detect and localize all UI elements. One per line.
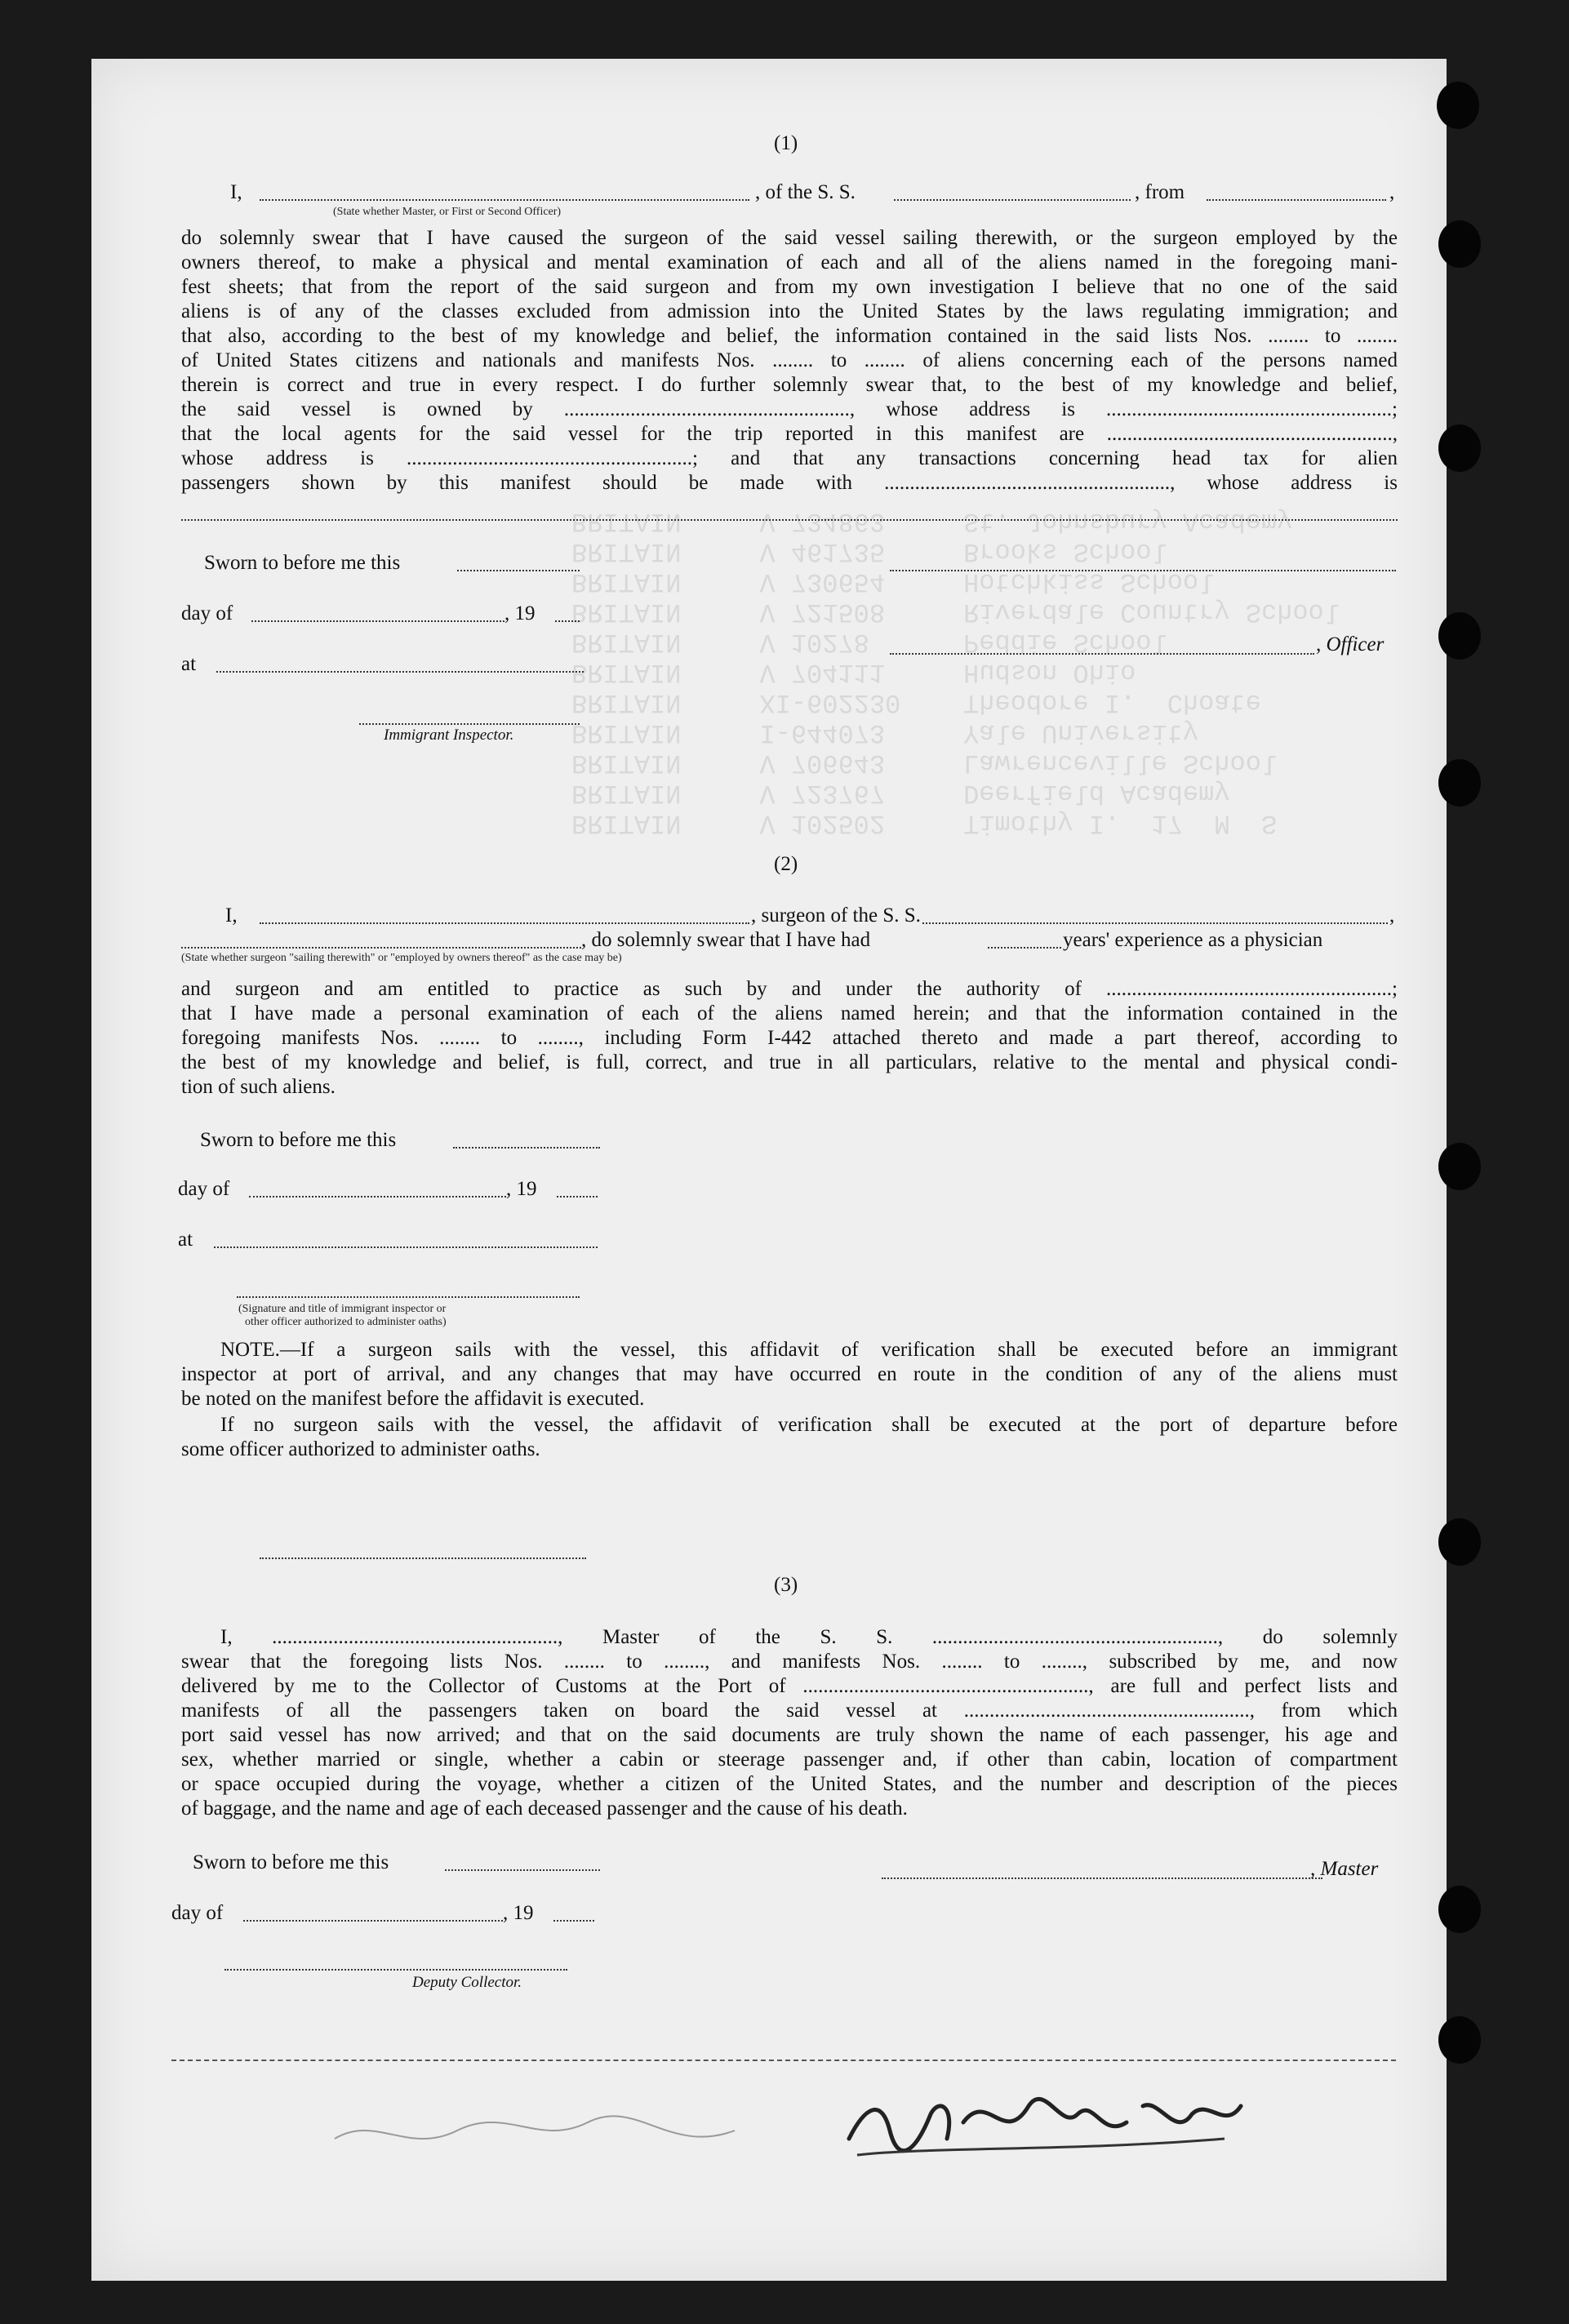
s1-inspector-label: Immigrant Inspector. [384,727,514,744]
s3-text-line-7: or space occupied during the voyage, whether a citizen of the United States, and the number and description of the pieces [181,1773,1398,1795]
s3-deputy-label: Deputy Collector. [412,1974,522,1991]
s1-text-line-11: passengers shown by this manifest should be made with ........................................................, whose address is [181,472,1398,494]
section-3-number: (3) [774,1574,798,1596]
s1-line1-ss: , of the S. S. [755,181,856,203]
s1-day-of-label: day of [181,602,233,624]
s2-text-line-4: the best of my knowledge and belief, is full, correct, and true in all particulars, relative to the mental and physical condi- [181,1051,1398,1073]
s2-line1-comma: , [1389,904,1395,926]
s3-sworn-field [445,1869,600,1871]
s1-officer-note: (State whether Master, or First or Second Officer) [333,206,562,218]
s1-inspector-sign-field [359,723,580,725]
s2-sig-note-1: (Signature and title of immigrant inspector or [238,1303,447,1315]
punch-hole-9 [1438,2016,1481,2064]
section-1-number: (1) [774,132,798,154]
s2-ship-name-field [922,922,1388,924]
s1-year-label: , 19 [504,602,536,624]
s2-note-line-4: If no surgeon sails with the vessel, the affidavit of verification shall be executed at the port of departure before [220,1414,1398,1436]
s2-at-label: at [178,1229,193,1251]
punch-hole-6 [1438,1143,1481,1190]
s3-deputy-sign-field [224,1969,567,1971]
s3-text-line-3: delivered by me to the Collector of Customs at the Port of ........................................................, are full and perfect lists and [181,1675,1398,1697]
s3-year-label: , 19 [503,1902,534,1924]
s2-extra-line [260,1557,586,1559]
s2-years-field [988,947,1061,949]
punch-hole-2 [1438,220,1481,268]
s2-line2-years: years' experience as a physician [1063,929,1323,951]
s1-line1-comma: , [1389,181,1395,203]
s2-sig-note-2: other officer authorized to administer oaths) [245,1316,447,1328]
s2-line2-swear: , do solemnly swear that I have had [581,929,871,951]
s2-signature-field [237,1296,580,1298]
s3-day-of-label: day of [171,1902,224,1924]
s2-note-line-2: inspector at port of arrival, and any changes that may have occurred en route in the condition of any of the aliens must [181,1363,1398,1385]
s2-at-field [214,1246,598,1248]
s2-year-label: , 19 [506,1178,537,1200]
s1-text-line-4: aliens is of any of the classes excluded from admission into the United States by the laws regulating immigration; and [181,300,1398,322]
s2-sworn-field [453,1147,600,1149]
punch-hole-8 [1438,1886,1481,1933]
bleed-through-texture: BRITAIN V 102502 Timothy I. 17 M S BRITAIN V 723767 Deerfield Academy BRITAIN V 706643 Lawrenceville School BRITAIN I-644073 Yale University BRITAIN XI-602230 Theodore I. Choate BRITAIN V 704111 Hudson Ohio BRITAIN V 10278 Peddie School BRITAIN V 721508 Riverdale Country School BRITAIN V 730654 Hotchkiss School BRITAIN V 461735 Brooks School BRITAIN V 734863 St. Johnsbury Academy [571,506,1340,838]
s1-text-line-7: therein is correct and true in every respect. I do further solemnly swear that, to the best of my knowledge and belief, [181,374,1398,396]
s1-officer-sign-field [890,570,1396,571]
s2-day-of-label: day of [178,1178,230,1200]
s1-text-line-10: whose address is ........................................................; and that any transactions concerning head tax for alien [181,447,1398,469]
punch-hole-7 [1438,1518,1481,1566]
s3-text-line-1: I, ........................................................, Master of the S. S. ........................................................, do solemnly [220,1626,1398,1648]
s3-text-line-2: swear that the foregoing lists Nos. ........ to ........, and manifests Nos. ........ to ........, subscribed by me, and now [181,1651,1398,1673]
s3-year-field [553,1920,594,1922]
s1-officer-label: , Officer [1316,633,1385,655]
s1-line1-i: I, [230,181,242,203]
s2-text-line-3: foregoing manifests Nos. ........ to ........, including Form I-442 attached thereto and made a part thereof, according to [181,1027,1398,1049]
s3-day-field [243,1920,503,1922]
s3-sworn-label: Sworn to before me this [193,1851,389,1873]
s1-text-line-8: the said vessel is owned by ........................................................, whose address is ........................................................; [181,398,1398,420]
s3-master-label: , Master [1310,1858,1379,1880]
s2-text-line-5: tion of such aliens. [181,1076,336,1098]
faint-pencil-scribble [327,2106,751,2163]
s2-text-line-1: and surgeon and am entitled to practice as such by and under the authority of ........................................................; [181,978,1398,1000]
punch-hole-3 [1438,424,1481,472]
s2-surgeon-note: (State whether surgeon "sailing therewith" or "employed by owners thereof" as the case may be) [181,952,622,964]
s1-day-field [251,620,504,622]
s1-year-field [555,620,580,622]
s1-officer-name-field [260,199,749,201]
s1-text-line-5: that also, according to the best of my knowledge and belief, the information contained in the said lists Nos. ........ to ........ [181,325,1398,347]
s1-from-field [1207,199,1386,201]
s2-surgeon-name-field [260,922,749,924]
s3-text-line-6: sex, whether married or single, whether a cabin or steerage passenger and, if other than cabin, location of compartment [181,1749,1398,1771]
s1-sworn-field [457,570,580,571]
punch-hole-5 [1438,759,1481,807]
s1-at-field [216,671,584,673]
s2-note-line-1: NOTE.—If a surgeon sails with the vessel, this affidavit of verification shall be executed before an immigrant [220,1339,1398,1361]
s2-line1-ss: , surgeon of the S. S. [751,904,921,926]
s1-text-line-2: owners thereof, to make a physical and mental examination of each and all of the aliens named in the foregoing mani- [181,251,1398,273]
punch-hole-4 [1438,612,1481,660]
bottom-divider [171,2060,1396,2061]
s3-master-sign-field [882,1877,1322,1879]
s2-note-line-5: some officer authorized to administer oaths. [181,1438,540,1460]
s2-surgeon-type-field [181,947,581,949]
s2-text-line-2: that I have made a personal examination of each of the aliens named herein; and that the information contained in the [181,1002,1398,1024]
s2-year-field [557,1196,598,1198]
s1-text-line-3: fest sheets; that from the report of the said surgeon and from my own investigation I believe that no one of the said [181,276,1398,298]
s1-ship-name-field [894,199,1131,201]
s3-text-line-8: of baggage, and the name and age of each deceased passenger and the cause of his death. [181,1797,908,1820]
s1-officer-title-field [890,653,1314,655]
s2-note-line-3: be noted on the manifest before the affidavit is executed. [181,1388,645,1410]
s1-sworn-label: Sworn to before me this [204,552,401,574]
s3-text-line-4: manifests of all the passengers taken on board the said vessel at ........................................................, from which [181,1700,1398,1722]
s1-text-line-1: do solemnly swear that I have caused the surgeon of the said vessel sailing therewith, or the surgeon employed by the [181,227,1398,249]
section-2-number: (2) [774,853,798,875]
s1-at-label: at [181,653,197,675]
s1-line1-from: , from [1135,181,1185,203]
s2-line1-i: I, [225,904,238,926]
s2-sworn-label: Sworn to before me this [200,1129,397,1151]
punch-hole-1 [1437,82,1479,129]
s1-text-line-6: of United States citizens and nationals and manifests Nos. ........ to ........ of aliens concerning each of the persons named [181,349,1398,371]
s1-whose-address-field [181,519,1398,521]
handwritten-signature [833,2073,1257,2171]
s2-day-field [249,1196,506,1198]
s1-text-line-9: that the local agents for the said vessel for the trip reported in this manifest are ........................................................, [181,423,1398,445]
s3-text-line-5: port said vessel has now arrived; and that on the said documents are truly shown the name of each passenger, his age and [181,1724,1398,1746]
